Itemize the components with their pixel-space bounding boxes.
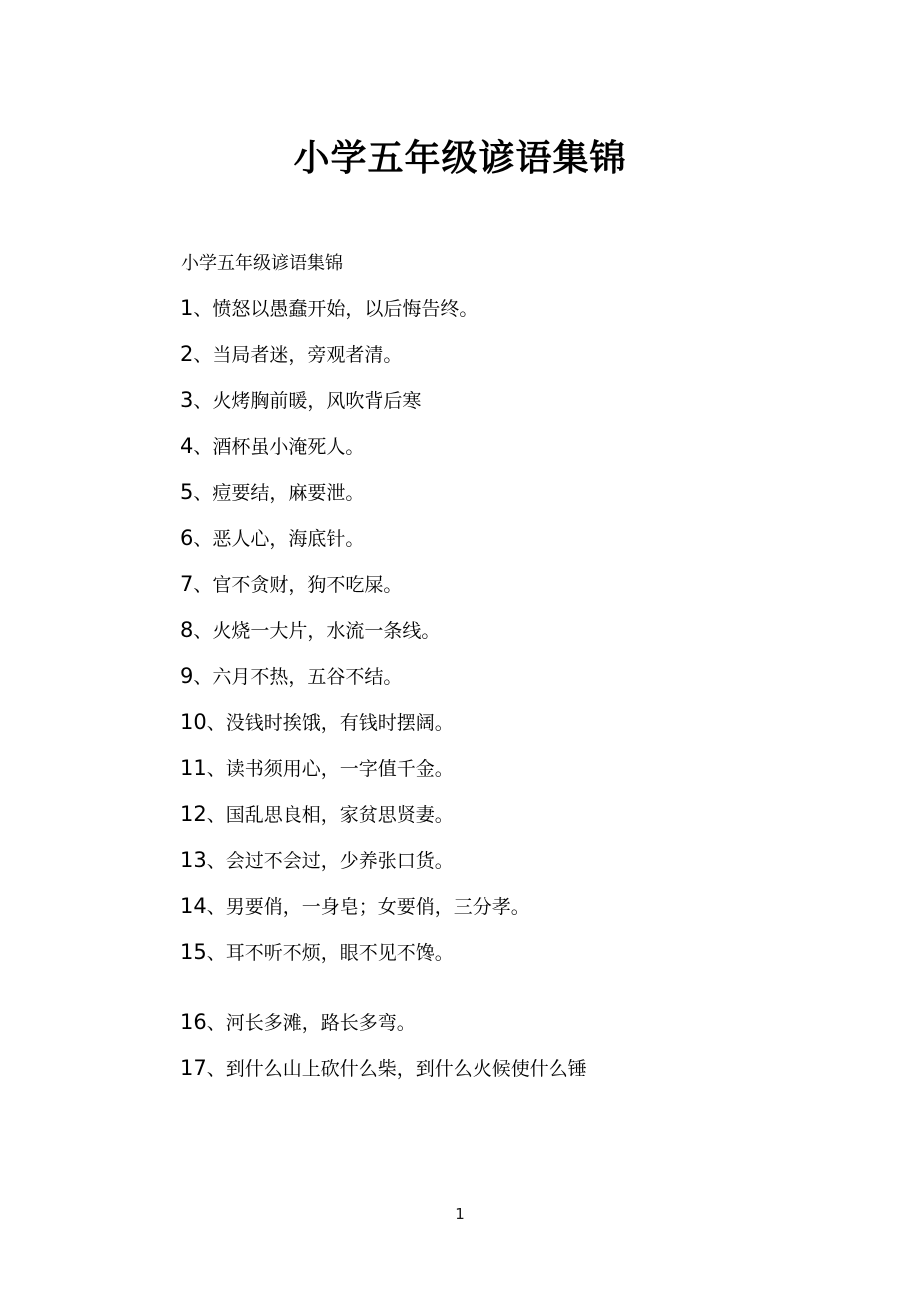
item-separator: 、 (193, 298, 213, 320)
list-item (180, 342, 860, 366)
item-number: 14 (180, 894, 207, 918)
list-item (180, 1010, 860, 1034)
item-text: 会过不会过，少养张口货。 (225, 850, 454, 872)
item-separator: 、 (193, 620, 213, 642)
item-number: 3 (180, 388, 194, 412)
list-item (180, 572, 860, 596)
document-title: 小学五年级谚语集锦 (293, 137, 627, 179)
list-item (180, 526, 860, 550)
item-number: 4 (180, 434, 194, 458)
item-text: 没钱时挨饿，有钱时摆阔。 (225, 712, 454, 734)
item-text: 火烤胸前暖，风吹背后寒 (212, 390, 422, 412)
item-separator: 、 (206, 850, 226, 872)
item-number: 7 (180, 572, 194, 596)
item-number: 16 (180, 1010, 207, 1034)
item-text: 火烧一大片，水流一条线。 (212, 620, 441, 642)
item-text: 酒杯虽小淹死人。 (212, 436, 365, 458)
item-separator: 、 (206, 942, 226, 964)
list-item (180, 296, 860, 320)
list-item (180, 756, 860, 780)
item-number: 1 (180, 296, 194, 320)
item-number: 12 (180, 802, 207, 826)
page-number: 1 (455, 1205, 465, 1223)
item-separator: 、 (193, 574, 213, 596)
item-separator: 、 (193, 482, 213, 504)
item-separator: 、 (193, 436, 213, 458)
item-separator: 、 (206, 758, 226, 780)
item-number: 5 (180, 480, 194, 504)
item-separator: 、 (206, 896, 226, 918)
list-item (180, 894, 860, 918)
list-item (180, 940, 860, 964)
list-item (180, 388, 860, 412)
item-number: 6 (180, 526, 194, 550)
item-separator: 、 (193, 528, 213, 550)
list-item (180, 710, 860, 734)
item-number: 8 (180, 618, 194, 642)
item-number: 9 (180, 664, 194, 688)
item-number: 11 (180, 756, 207, 780)
item-separator: 、 (193, 344, 213, 366)
item-text: 痘要结，麻要泄。 (212, 482, 365, 504)
item-separator: 、 (193, 666, 213, 688)
item-number: 17 (180, 1056, 207, 1080)
list-item (180, 802, 860, 826)
item-separator: 、 (206, 712, 226, 734)
proverb-list (180, 296, 860, 1102)
item-number: 10 (180, 710, 207, 734)
item-separator: 、 (193, 390, 213, 412)
list-item (180, 1056, 860, 1080)
item-separator: 、 (206, 1012, 226, 1034)
list-item (180, 618, 860, 642)
item-text: 愤怒以愚蠢开始，以后悔告终。 (212, 298, 479, 320)
item-number: 15 (180, 940, 207, 964)
item-number: 2 (180, 342, 194, 366)
list-item (180, 664, 860, 688)
item-text: 耳不听不烦，眼不见不馋。 (225, 942, 454, 964)
item-separator: 、 (206, 1058, 226, 1080)
item-text: 当局者迷，旁观者清。 (212, 344, 403, 366)
item-text: 国乱思良相，家贫思贤妻。 (225, 804, 454, 826)
item-text: 恶人心，海底针。 (212, 528, 365, 550)
list-item (180, 480, 860, 504)
item-separator: 、 (206, 804, 226, 826)
item-text: 到什么山上砍什么柴，到什么火候使什么锤 (225, 1058, 587, 1080)
list-item (180, 434, 860, 458)
list-item (180, 848, 860, 872)
document-subtitle: 小学五年级谚语集锦 (181, 253, 343, 274)
item-number: 13 (180, 848, 207, 872)
item-text: 读书须用心，一字值千金。 (225, 758, 454, 780)
item-text: 河长多滩，路长多弯。 (225, 1012, 416, 1034)
item-text: 六月不热，五谷不结。 (212, 666, 403, 688)
item-text: 官不贪财，狗不吃屎。 (212, 574, 403, 596)
item-text: 男要俏，一身皂；女要俏，三分孝。 (225, 896, 530, 918)
